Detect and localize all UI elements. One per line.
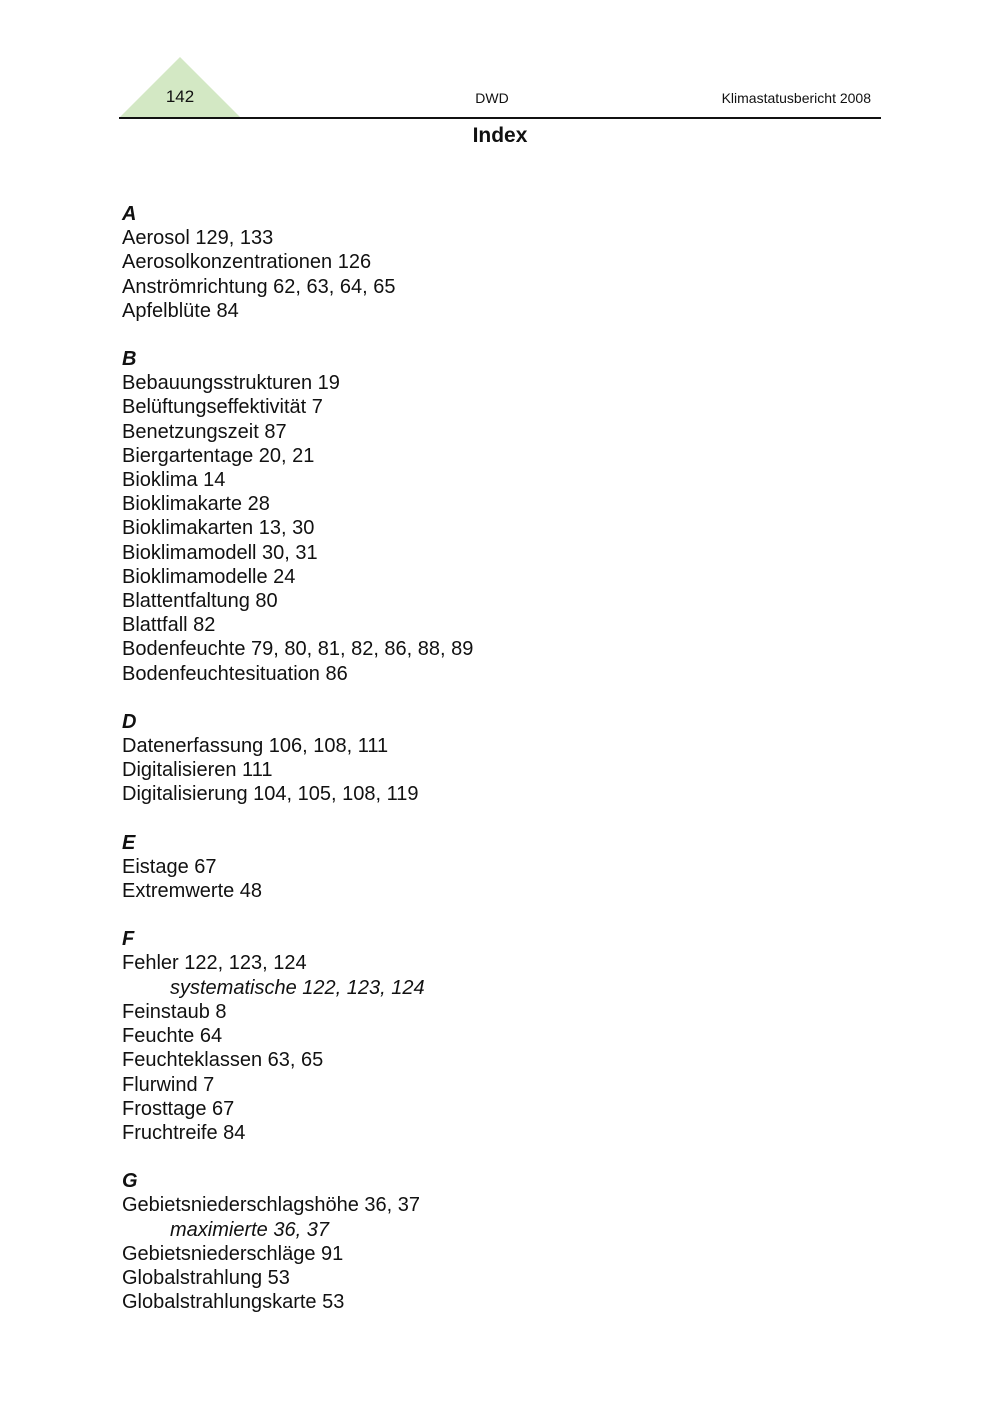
index-entry: Aerosolkonzentrationen 126 <box>122 251 372 274</box>
section-letter-heading: B <box>122 348 137 371</box>
index-entry: Biergartentage 20, 21 <box>122 444 315 467</box>
report-title: Klimastatusbericht 2008 <box>721 90 871 106</box>
index-entry: Globalstrahlung 53 <box>122 1266 290 1289</box>
page-title: Index <box>472 124 528 147</box>
index-list <box>122 202 862 1338</box>
index-entry: Fehler 122, 123, 124 <box>122 952 307 975</box>
index-entry: Feuchteklassen 63, 65 <box>122 1049 324 1072</box>
index-entry: Flurwind 7 <box>122 1073 215 1096</box>
index-subentry: maximierte 36, 37 <box>170 1218 329 1241</box>
index-entry: Digitalisieren 111 <box>122 759 273 782</box>
index-entry: Bebauungsstrukturen 19 <box>122 372 340 395</box>
index-subentry: systematische 122, 123, 124 <box>170 976 425 999</box>
section-letter-heading: A <box>122 203 137 225</box>
index-section-d <box>122 710 862 807</box>
index-entry: Datenerfassung 106, 108, 111 <box>122 735 389 758</box>
index-section-a <box>122 202 862 323</box>
section-letter-heading: G <box>122 1170 138 1193</box>
index-entry: Benetzungszeit 87 <box>122 420 287 443</box>
index-entry: Anströmrichtung 62, 63, 64, 65 <box>122 275 396 298</box>
page-header <box>0 0 1000 120</box>
index-section-g <box>122 1169 862 1314</box>
index-entry: Digitalisierung 104, 105, 108, 119 <box>122 783 419 806</box>
index-entry: Gebietsniederschläge 91 <box>122 1242 344 1265</box>
index-entry: Bioklimakarten 13, 30 <box>122 517 315 540</box>
organization-label: DWD <box>475 90 509 106</box>
header-rule <box>119 117 881 119</box>
index-entry: Bioklimakarte 28 <box>122 493 270 516</box>
index-section-b <box>122 347 862 686</box>
index-entry: Aerosol 129, 133 <box>122 227 274 250</box>
section-letter-heading: E <box>122 831 136 854</box>
index-entry: Bodenfeuchtesituation 86 <box>122 662 348 685</box>
index-section-e <box>122 831 862 904</box>
index-entry: Bioklimamodell 30, 31 <box>122 541 318 564</box>
page-number: 142 <box>165 87 195 106</box>
index-entry: Bioklima 14 <box>122 469 226 492</box>
section-letter-heading: D <box>122 710 137 733</box>
index-entry: Apfelblüte 84 <box>122 299 239 322</box>
index-entry: Belüftungseffektivität 7 <box>122 396 323 419</box>
index-entry: Eistage 67 <box>122 855 217 878</box>
index-entry: Feuchte 64 <box>122 1025 223 1048</box>
index-entry: Feinstaub 8 <box>122 1000 227 1023</box>
index-entry: Bodenfeuchte 79, 80, 81, 82, 86, 88, 89 <box>122 638 474 661</box>
index-entry: Fruchtreife 84 <box>122 1121 246 1144</box>
index-entry: Globalstrahlungskarte 53 <box>122 1291 345 1314</box>
index-entry: Gebietsniederschlagshöhe 36, 37 <box>122 1194 420 1217</box>
index-section-f <box>122 927 862 1145</box>
index-entry: Bioklimamodelle 24 <box>122 565 296 588</box>
index-entry: Frosttage 67 <box>122 1097 235 1120</box>
section-letter-heading: F <box>122 928 135 951</box>
index-entry: Blattentfaltung 80 <box>122 590 278 613</box>
index-entry: Extremwerte 48 <box>122 880 263 903</box>
index-entry: Blattfall 82 <box>122 614 216 637</box>
